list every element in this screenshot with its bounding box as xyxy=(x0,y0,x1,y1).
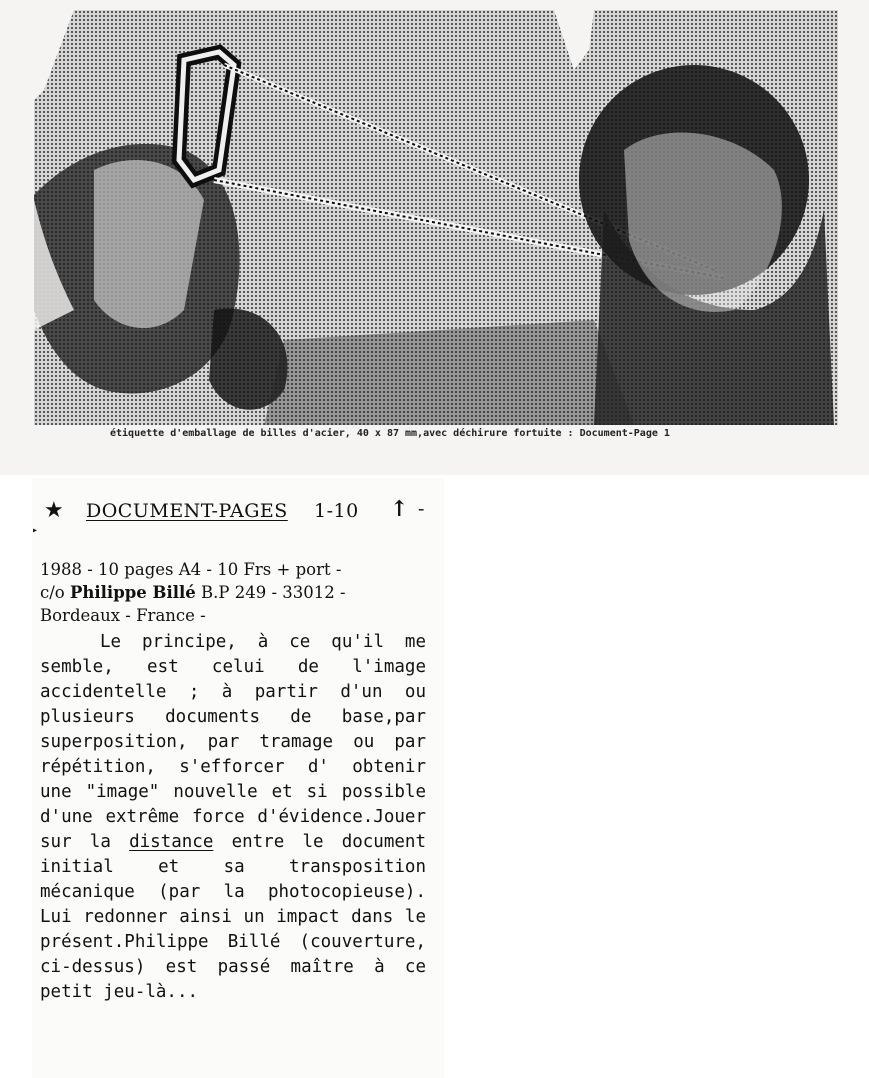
photo-illustration xyxy=(34,10,838,425)
article-column xyxy=(32,478,444,1078)
bullet-marker-icon: ▸ xyxy=(32,525,39,536)
newspaper-clipping-top xyxy=(0,0,869,475)
photo-caption: étiquette d'emballage de billes d'acier, 40 x 87 mm,avec déchirure fortuite : Document-Page 1 xyxy=(110,428,670,439)
info-line-2 xyxy=(40,581,440,604)
page-range: 1-10 xyxy=(314,500,359,522)
info-line-1: 1988 - 10 pages A4 - 10 Frs + port - xyxy=(40,560,342,579)
body-part-1: Le principe, à ce qu'il me semble, est celui de l'image accidentelle ; à partir d'un ou plusieurs documents de base,par superposition, par tramage ou par répétition, s'efforcer d' obtenir une "image" nouvelle et si possible d'une extrême force d'évidence.Jouer sur la xyxy=(40,632,426,852)
info-co: c/o xyxy=(40,583,70,602)
publication-info xyxy=(40,558,440,627)
underlined-word: distance xyxy=(129,832,214,852)
star-icon: ★ xyxy=(44,498,64,523)
article-title: DOCUMENT-PAGES xyxy=(86,500,288,522)
body-part-2: entre le document initial et sa transposition mécanique (par la photocopieuse). Lui redonner ainsi un impact dans le présent.Philippe Billé (couverture, ci-dessus) est passé maître à ce petit jeu-là... xyxy=(40,832,426,1002)
article-heading xyxy=(44,498,444,534)
publisher-name: Philippe Billé xyxy=(69,583,196,602)
article-body xyxy=(40,630,426,1005)
heading-dash: - xyxy=(418,498,425,520)
arrow-up-icon: ↑ xyxy=(390,496,409,522)
halftone-photo-slingshot xyxy=(34,10,838,425)
info-address: B.P 249 - 33012 - xyxy=(195,583,346,602)
info-line-3: Bordeaux - France - xyxy=(40,606,206,625)
